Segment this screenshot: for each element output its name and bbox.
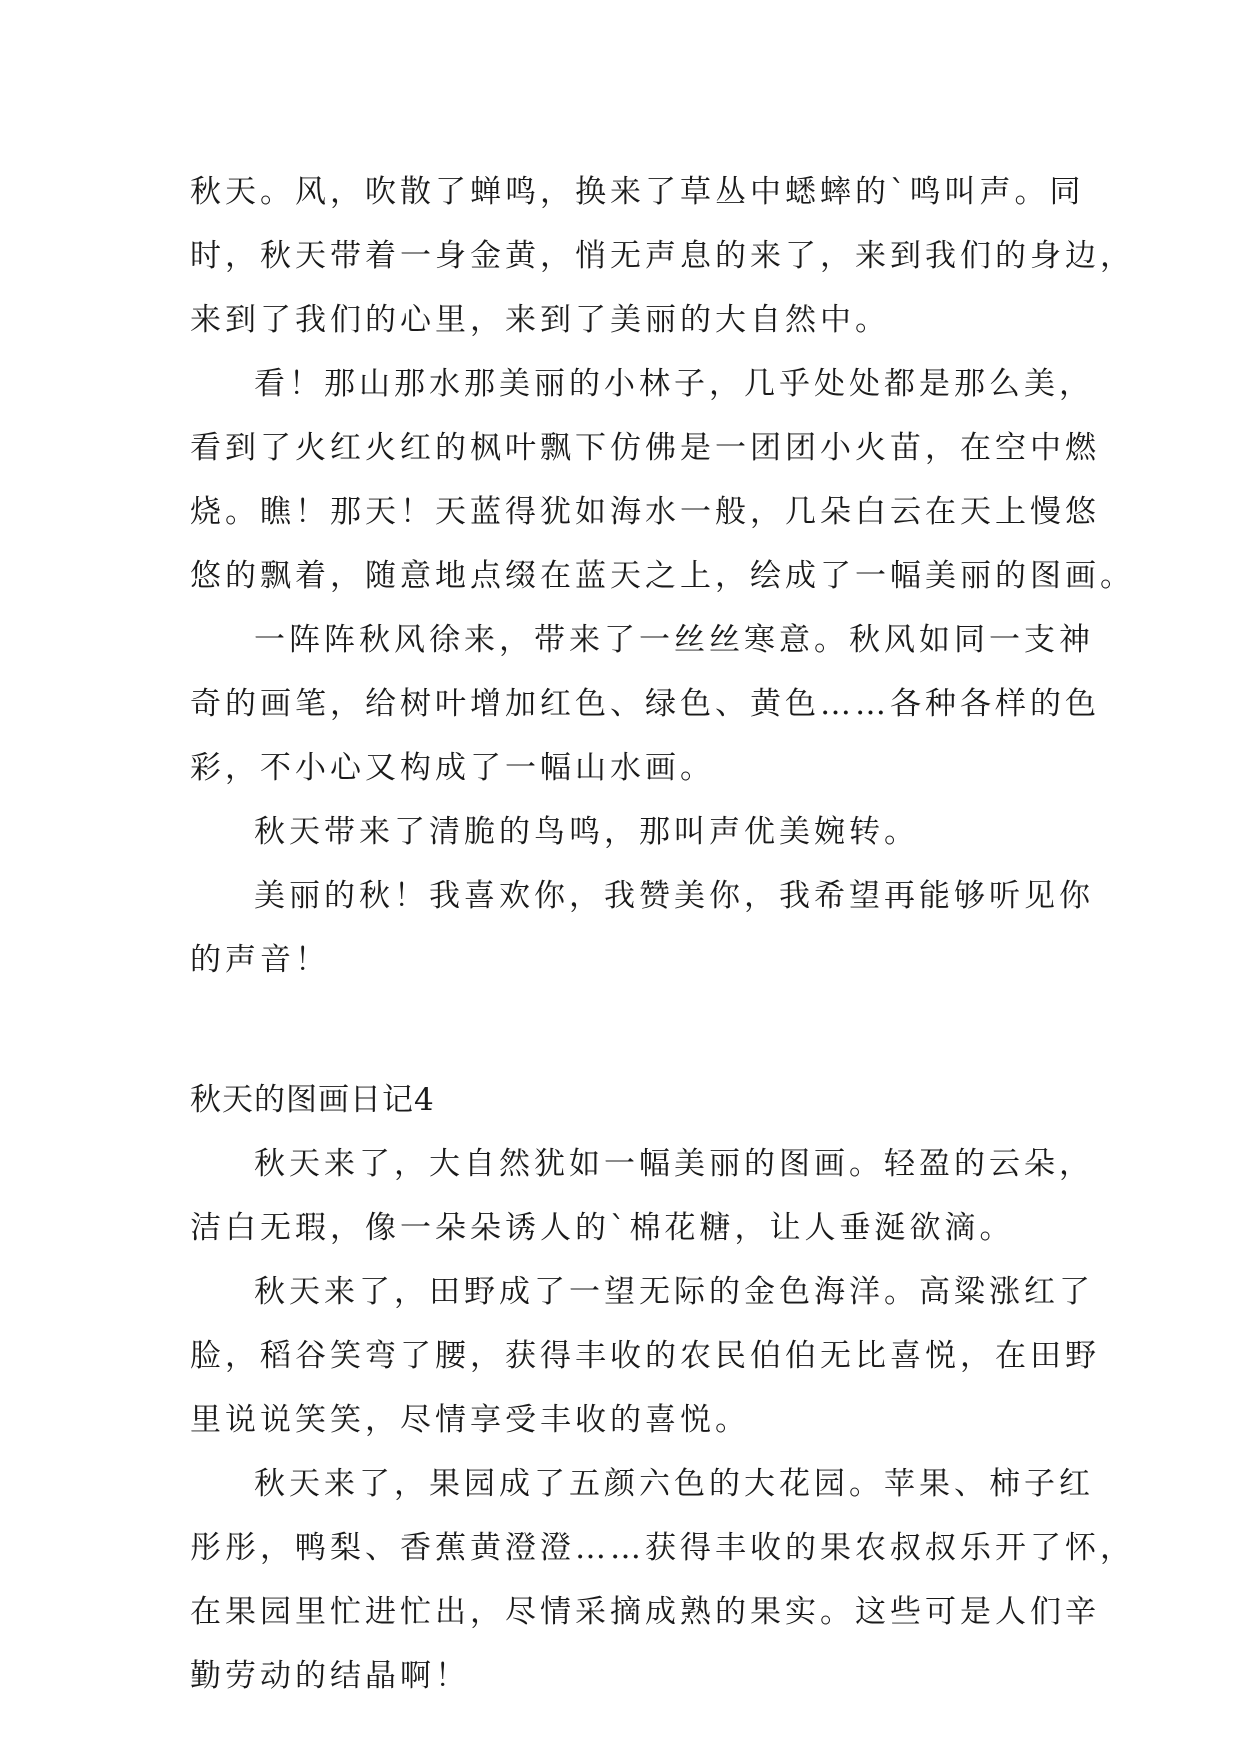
- text-line: 看！那山那水那美丽的小林子，几乎处处都是那么美，: [254, 366, 1094, 402]
- text-line: 秋天来了，田野成了一望无际的金色海洋。高粱涨红了: [254, 1274, 1094, 1310]
- paragraph: [190, 1132, 1094, 1260]
- paragraph: [190, 864, 1094, 992]
- text-line: 看到了火红火红的枫叶飘下仿佛是一团团小火苗，在空中燃: [190, 430, 1100, 466]
- paragraph: [190, 1452, 1135, 1708]
- text-line: 里说说笑笑，尽情享受丰收的喜悦。: [190, 1402, 750, 1438]
- text-line: 烧。瞧！那天！天蓝得犹如海水一般，几朵白云在天上慢悠: [190, 494, 1100, 530]
- paragraph: [190, 608, 1100, 800]
- text-line: 在果园里忙进忙出，尽情采摘成熟的果实。这些可是人们辛: [190, 1594, 1100, 1630]
- text-line: 彤彤，鸭梨、香蕉黄澄澄……获得丰收的果农叔叔乐开了怀，: [190, 1530, 1135, 1566]
- paragraph: [190, 1260, 1100, 1452]
- text-line: 秋天来了，大自然犹如一幅美丽的图画。轻盈的云朵，: [254, 1146, 1094, 1182]
- text-line: 脸，稻谷笑弯了腰，获得丰收的农民伯伯无比喜悦，在田野: [190, 1338, 1100, 1374]
- section-title: 秋天的图画日记4: [190, 1082, 435, 1118]
- text-line: 秋天来了，果园成了五颜六色的大花园。苹果、柿子红: [254, 1466, 1094, 1502]
- text-line: 来到了我们的心里，来到了美丽的大自然中。: [190, 302, 890, 338]
- paragraph: [190, 800, 1050, 864]
- text-line: 的声音！: [190, 942, 330, 978]
- text-line: 彩，不小心又构成了一幅山水画。: [190, 750, 715, 786]
- text-line: 悠的飘着，随意地点缀在蓝天之上，绘成了一幅美丽的图画。: [190, 558, 1135, 594]
- section-spacer: [190, 992, 1050, 1068]
- document-body: [190, 160, 1135, 1708]
- text-line: 时，秋天带着一身金黄，悄无声息的来了，来到我们的身边，: [190, 238, 1135, 274]
- text-line: 勤劳动的结晶啊！: [190, 1658, 470, 1694]
- paragraph: [190, 352, 1135, 608]
- text-line: 奇的画笔，给树叶增加红色、绿色、黄色……各种各样的色: [190, 686, 1100, 722]
- paragraph: [190, 160, 1135, 352]
- text-line: 美丽的秋！我喜欢你，我赞美你，我希望再能够听见你: [254, 878, 1094, 914]
- text-line: 秋天带来了清脆的鸟鸣，那叫声优美婉转。: [254, 814, 919, 850]
- text-line: 洁白无瑕，像一朵朵诱人的`棉花糖，让人垂涎欲滴。: [190, 1210, 1015, 1246]
- text-line: 秋天。风，吹散了蝉鸣，换来了草丛中蟋蟀的`鸣叫声。同: [190, 174, 1085, 210]
- text-line: 一阵阵秋风徐来，带来了一丝丝寒意。秋风如同一支神: [254, 622, 1094, 658]
